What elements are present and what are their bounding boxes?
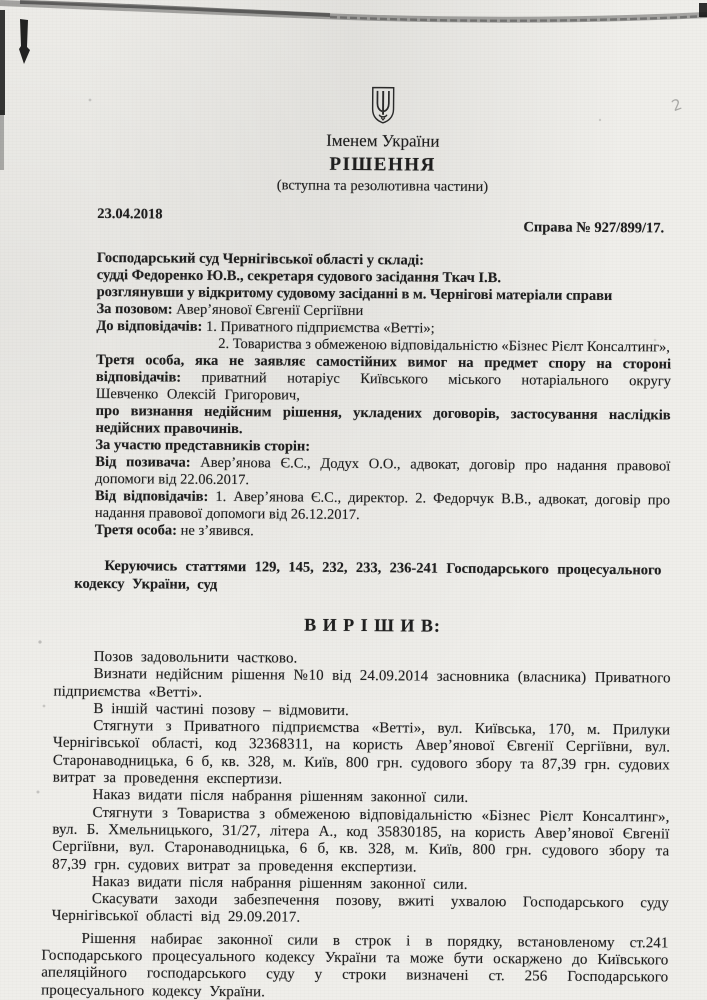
participants-heading: За участю представників сторін: <box>95 436 311 455</box>
ruling-paragraph: Наказ видати після набрання рішенням законної сили. <box>92 787 469 807</box>
third-rep-line <box>95 522 670 544</box>
ruling-paragraph: В іншій частині позову – відмовити. <box>93 700 350 719</box>
third-rep-label: Третя особа: <box>94 521 178 539</box>
ruling-paragraph: Скасувати заходи забезпечення позову, вжиті ухвалою Господарського суду Чернігівської області від 29.09.2017. <box>51 891 669 927</box>
defendants-rep-value: 1. Авер’янова Є.С., директор. 2. Федорчук В.В., адвокат, договір про надання правової допомоги від 26.12.2017. <box>94 488 671 524</box>
plaintiff-rep-line <box>95 454 670 493</box>
third-rep-value: не з’явився. <box>180 522 254 540</box>
ruling-paragraph: Стягнути з Товариства з обмеженою відповідальністю «Бізнес Рієлт Консалтинг», вул. Б. Хмельницького, 31/27, літера А., код 35830185, на користь Авер’янової Євгенії Сергіївни, вул. Старонаводницька, 6 б, кв. 328, м. Київ, 800 грн. судового збору та 87,39 грн. судових витрат за проведення експертизи. <box>52 804 670 876</box>
plaintiff-rep-label: Від позивача: <box>95 453 191 471</box>
in-name-of-ukraine-line: Іменем України <box>326 130 440 151</box>
defendants-rep-line <box>95 488 670 527</box>
decided-heading: В И Р І Ш И В: <box>304 614 441 636</box>
document-subtitle: (вступна та резолютивна частини) <box>276 177 489 196</box>
third-party-line <box>96 352 671 408</box>
defendants-label: До відповідачів: <box>96 317 203 335</box>
date-and-case-row <box>97 206 664 237</box>
plaintiff-rep-value: Авер’янова Є.С., Додух О.О., адвокат, договір про надання правової допомоги від 22.06.2017. <box>95 454 671 489</box>
defendant-2-line: 2. Товариства з обмеженою відповідальністю «Бізнес Рієлт Консалтинг», <box>218 335 671 356</box>
third-party-value: приватний нотаріус Київського міського нотаріального округу Шевченко Олексій Григорович, <box>95 369 672 404</box>
case-number: Справа № 927/899/17. <box>523 219 665 237</box>
document-title: РІШЕННЯ <box>329 153 436 176</box>
hearing-line: розглянувши у відкритому судовому засіданні в м. Чернігові матеріали справи <box>96 283 613 305</box>
intro-section <box>95 250 672 544</box>
faint-page-corner-mark: 2 <box>669 94 685 116</box>
court-name-line: Господарський суд Чернігівської області у складі: <box>96 249 425 269</box>
claimant-label: За позовом: <box>96 300 173 318</box>
document-header <box>97 84 668 197</box>
ruling-paragraph: Позов задовольнити частково. <box>93 648 298 667</box>
judge-line: судді Федоренко Ю.В., секретаря судового засідання Ткач І.В. <box>96 266 502 287</box>
resolution-section <box>41 648 671 1000</box>
guided-by-line: Керуючись статтями 129, 145, 232, 233, 236-241 Господарського процесуального кодексу України, суд <box>74 558 662 593</box>
decision-date: 23.04.2018 <box>97 205 163 223</box>
ruling-paragraph: Визнати недійсним рішення №10 від 24.09.2014 засновника (власника) Приватного підприємства «Ветті». <box>53 666 671 701</box>
third-party-label: Третя особа, яка не заявляє самостійних вимог на предмет спору на стороні відповідачів: <box>95 351 672 386</box>
ruling-paragraph: Стягнути з Приватного підприємства «Ветті», вул. Київська, 170, м. Прилуки Чернігівської області, код 32368311, на користь Авер’янової Євгенії Сергіївни, вул. Старонаводницька, 6 б, кв. 328, м. Київ, 800 грн. судового збору та 87,39 грн. судових витрат за проведення експертизи. <box>52 718 671 788</box>
case-subject-line: про визнання недійсним рішення, укладених договорів, застосування наслідків недійсних правочинів. <box>95 402 671 438</box>
ruling-paragraph: Рішення набирає законної сили в строк і в порядку, встановленому ст.241 Господарського процесуального кодексу України та може бути оскаржено до Київського апеляційного господарського суду у строки визначені ст. 256 Господарського процесуального кодексу України. <box>41 930 669 1000</box>
claimant-value: Авер’янової Євгенії Сергіївни <box>176 301 364 320</box>
defendant-1: 1. Приватного підприємства «Ветті»; <box>205 318 435 337</box>
ruling-paragraph: Наказ видати після набрання рішенням законної сили. <box>91 873 468 893</box>
defendants-rep-label: Від відповідачів: <box>94 487 209 505</box>
ukraine-coat-of-arms-icon <box>368 86 398 124</box>
